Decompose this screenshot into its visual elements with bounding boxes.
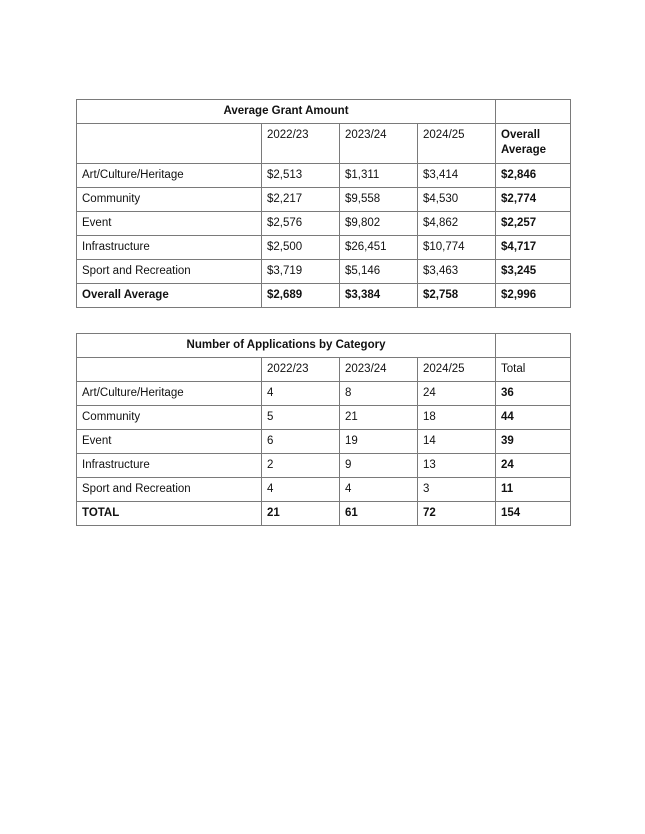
column-header: 2022/23 — [262, 124, 340, 164]
footer-cell: $2,758 — [418, 284, 496, 308]
cell: $2,500 — [262, 236, 340, 260]
row-label: Community — [77, 406, 262, 430]
row-label: Art/Culture/Heritage — [77, 164, 262, 188]
cell: 2 — [262, 454, 340, 478]
cell: 3 — [418, 478, 496, 502]
cell: $2,217 — [262, 188, 340, 212]
row-label: Infrastructure — [77, 236, 262, 260]
cell: $2,513 — [262, 164, 340, 188]
overall-cell: $2,257 — [496, 212, 571, 236]
cell: $3,719 — [262, 260, 340, 284]
cell: $26,451 — [340, 236, 418, 260]
total-cell: 24 — [496, 454, 571, 478]
total-cell: 11 — [496, 478, 571, 502]
row-label: Community — [77, 188, 262, 212]
table-row — [77, 406, 571, 430]
total-cell: 36 — [496, 382, 571, 406]
column-header: 2024/25 — [418, 124, 496, 164]
table-row — [77, 212, 571, 236]
cell: $4,862 — [418, 212, 496, 236]
footer-cell: $3,384 — [340, 284, 418, 308]
cell: $3,414 — [418, 164, 496, 188]
table-row — [77, 454, 571, 478]
cell: 5 — [262, 406, 340, 430]
table-row — [77, 260, 571, 284]
footer-cell: 154 — [496, 502, 571, 526]
cell: $1,311 — [340, 164, 418, 188]
table-footer-row — [77, 502, 571, 526]
cell: 6 — [262, 430, 340, 454]
average-grant-table — [76, 99, 571, 308]
table-row — [77, 382, 571, 406]
overall-cell: $2,774 — [496, 188, 571, 212]
column-header: Overall Average — [496, 124, 571, 164]
empty-cell — [496, 100, 571, 124]
row-label: Event — [77, 212, 262, 236]
footer-cell: $2,689 — [262, 284, 340, 308]
cell: $10,774 — [418, 236, 496, 260]
row-label: Sport and Recreation — [77, 478, 262, 502]
column-header: 2023/24 — [340, 124, 418, 164]
column-header: Total — [496, 358, 571, 382]
footer-label: Overall Average — [77, 284, 262, 308]
empty-header-cell — [77, 124, 262, 164]
table-row — [77, 430, 571, 454]
cell: 14 — [418, 430, 496, 454]
footer-cell: 21 — [262, 502, 340, 526]
cell: $4,530 — [418, 188, 496, 212]
cell: 13 — [418, 454, 496, 478]
cell: 4 — [262, 382, 340, 406]
cell: 4 — [262, 478, 340, 502]
footer-label: TOTAL — [77, 502, 262, 526]
table-title: Number of Applications by Category — [77, 334, 496, 358]
cell: $2,576 — [262, 212, 340, 236]
cell: $9,802 — [340, 212, 418, 236]
overall-cell: $4,717 — [496, 236, 571, 260]
cell: 9 — [340, 454, 418, 478]
column-header: 2022/23 — [262, 358, 340, 382]
row-label: Art/Culture/Heritage — [77, 382, 262, 406]
footer-cell: 72 — [418, 502, 496, 526]
cell: 4 — [340, 478, 418, 502]
applications-table — [76, 333, 571, 526]
row-label: Infrastructure — [77, 454, 262, 478]
cell: 21 — [340, 406, 418, 430]
cell: $5,146 — [340, 260, 418, 284]
total-cell: 44 — [496, 406, 571, 430]
cell: 19 — [340, 430, 418, 454]
column-header: 2023/24 — [340, 358, 418, 382]
total-cell: 39 — [496, 430, 571, 454]
cell: 18 — [418, 406, 496, 430]
cell: $9,558 — [340, 188, 418, 212]
overall-cell: $2,846 — [496, 164, 571, 188]
table-row — [77, 188, 571, 212]
table-row — [77, 478, 571, 502]
footer-cell: 61 — [340, 502, 418, 526]
empty-header-cell — [77, 358, 262, 382]
footer-cell: $2,996 — [496, 284, 571, 308]
table-title: Average Grant Amount — [77, 100, 496, 124]
cell: 24 — [418, 382, 496, 406]
table-row — [77, 164, 571, 188]
row-label: Event — [77, 430, 262, 454]
column-header: 2024/25 — [418, 358, 496, 382]
row-label: Sport and Recreation — [77, 260, 262, 284]
cell: 8 — [340, 382, 418, 406]
table-footer-row — [77, 284, 571, 308]
cell: $3,463 — [418, 260, 496, 284]
table-row — [77, 236, 571, 260]
empty-cell — [496, 334, 571, 358]
overall-cell: $3,245 — [496, 260, 571, 284]
